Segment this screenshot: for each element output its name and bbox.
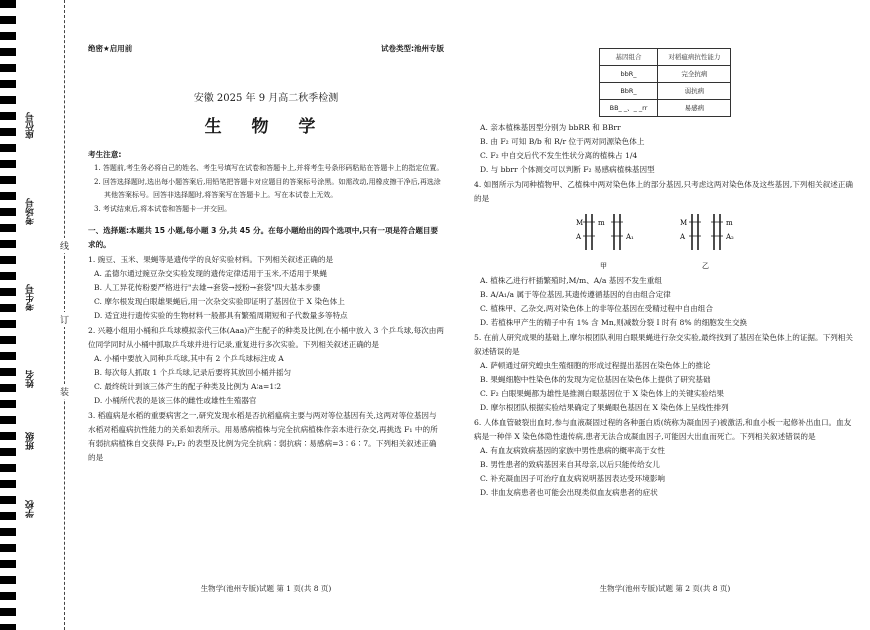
note-item: 2. 回答选择题时,选出每小题答案后,用铅笔把答题卡对应题目的答案标号涂黑。如需改动,用橡皮擦干净后,再选涂其他答案标号。回答非选择题时,将答案写在答题卡上。写在本试卷上无效。 <box>94 178 441 199</box>
gene-label: A₁ <box>626 233 634 241</box>
page-header <box>88 42 444 56</box>
table-header-row <box>599 49 731 66</box>
diagram-label-yi: 乙 <box>702 262 709 270</box>
right-page <box>474 0 856 630</box>
chromosome-diagram <box>474 210 856 274</box>
gene-label: M <box>680 219 688 227</box>
table-row <box>599 66 731 83</box>
table-row <box>599 100 731 117</box>
field-candidate-number: 考生号 <box>26 284 36 311</box>
binding-mark-line: 线 <box>60 238 69 253</box>
table-cell: bbR_ <box>599 66 658 83</box>
section-heading: 一、选择题:本题共 15 小题,每小题 3 分,共 45 分。在每小题给出的四个选项中,只有一项是符合题目要求的。 <box>88 226 439 249</box>
table-cell: 完全抗病 <box>658 66 731 83</box>
question-5-option: B. 果蝇细胞中性染色体的发现为定位基因在染色体上提供了研究基础 <box>480 375 711 384</box>
question-5-option: D. 摩尔根团队根据实验结果确定了果蝇眼色基因在 X 染色体上呈线性排列 <box>480 403 729 412</box>
binding-mark-bind: 装 <box>60 384 69 399</box>
table-cell: 易感病 <box>658 100 731 117</box>
question-3-stem: 3. 稻瘟病是水稻的重要病害之一,研究发现水稻是否抗稻瘟病主要与两对等位基因有关,这两对等位基因与水稻对稻瘟病抗性能力的关系如表所示。用易感病植株与完全抗病植株作亲本进行杂交,再挑选 F₁ 中的所有弱抗病植株自交获得 F₂,F₂ 的表型及比例为完全抗病∶弱抗病∶易感病=3∶6∶7。下列相关叙述正确的是 <box>88 411 438 462</box>
notes-title: 考生注意: <box>88 150 122 159</box>
note-item: 1. 答题前,考生务必将自己的姓名、考生号填写在试卷和答题卡上,并将考生号条形码粘贴在答题卡上的指定位置。 <box>94 164 444 172</box>
page-footer: 生物学(池州专版)试题 第 2 页(共 8 页) <box>599 584 731 593</box>
question-2-stem: 2. 兴趣小组用小桶和乒乓球模拟亲代三体(Aaa)产生配子的种类及比例,在小桶中放入 3 个乒乓球,每次由两位同学同时从小桶中抓取乒乓球并进行记录,重复进行多次实验。下列相关叙述正确的是 <box>88 326 444 349</box>
table-header-cell: 对稻瘟病抗性能力 <box>658 49 731 66</box>
question-6-option: B. 男性患者的致病基因来自其母亲,以后只能传给女儿 <box>480 460 660 469</box>
page-footer: 生物学(池州专版)试题 第 1 页(共 8 页) <box>200 584 332 593</box>
gene-label: M <box>576 219 584 227</box>
field-class: 班级 <box>26 432 36 450</box>
gene-resistance-table <box>599 48 732 117</box>
question-4-stem: 4. 如图所示为同种植物甲、乙植株中两对染色体上的部分基因,只考虑这两对染色体及这些基因,下列相关叙述正确的是 <box>474 180 853 203</box>
question-1-option: D. 适宜进行遗传实验的生物材料一般都具有繁殖周期短和子代数量多等特点 <box>94 311 348 320</box>
question-4-option: B. A/A₁/a 属于等位基因,其遗传遵循基因的自由组合定律 <box>480 290 671 299</box>
question-3-option: A. 亲本植株基因型分别为 bbRR 和 BBrr <box>480 123 621 132</box>
gene-label: A <box>576 233 582 241</box>
paper-type-label: 试卷类型:池州专版 <box>381 44 444 53</box>
question-1-option: B. 人工异花传粉要严格进行"去雄→套袋→授粉→套袋"四大基本步骤 <box>94 283 321 292</box>
binding-gutter <box>0 0 80 630</box>
question-2-option: C. 最终统计到该三体产生的配子种类及比例为 A∶a=1∶2 <box>94 382 282 391</box>
question-6-stem: 6. 人体血管破裂出血时,参与血液凝固过程的各种蛋白质(统称为凝血因子)被激活,和血小板一起修补出血口。血友病是一种伴 X 染色体隐性遗传病,患者无法合成凝血因子,可能因大出血而死亡。下列相关叙述错误的是 <box>474 418 852 441</box>
exam-title: 安徽 2025 年 9 月高二秋季检测 <box>193 93 339 104</box>
confidential-label: 绝密★启用前 <box>88 44 133 53</box>
question-1-option: C. 摩尔根发现白眼雄果蝇后,用一次杂交实验即证明了基因位于 X 染色体上 <box>94 297 345 306</box>
chromosome-pair-yi <box>692 214 720 250</box>
table-cell: BbR_ <box>599 83 658 100</box>
binding-mark-staple: 订 <box>60 312 69 327</box>
question-5-option: A. 萨顿通过研究蝗虫生殖细胞的形成过程提出基因在染色体上的推论 <box>480 361 711 370</box>
question-6-option: A. 有血友病致病基因的家族中男性患病的概率高于女性 <box>480 446 665 455</box>
note-item: 3. 考试结束后,将本试卷和答题卡一并交回。 <box>94 205 232 213</box>
question-4-option: A. 植株乙进行杆插繁殖时,M/m、A/a 基因不发生重组 <box>480 276 662 285</box>
question-5-option: C. F₂ 白眼果蝇都为雄性是推测白眼基因位于 X 染色体上的关键实验结果 <box>480 389 724 398</box>
question-1-option: A. 孟德尔通过豌豆杂交实验发现的遗传定律适用于玉米,不适用于果蝇 <box>94 269 327 278</box>
table-row <box>599 83 731 100</box>
table-cell: BB_ _、_ _rr <box>599 100 658 117</box>
question-6-option: D. 非血友病患者也可能会出现类似血友病患者的症状 <box>480 488 658 497</box>
field-exam-room: 考场号 <box>26 198 36 225</box>
table-cell: 弱抗病 <box>658 83 731 100</box>
checker-border <box>0 0 16 630</box>
diagram-label-jia: 甲 <box>600 262 607 270</box>
question-6-option: C. 补充凝血因子可治疗血友病说明基因表达受环境影响 <box>480 474 666 483</box>
field-seat-number: 座位号 <box>26 112 36 139</box>
question-2-option: A. 小桶中要放入同种乒乓球,其中有 2 个乒乓球标注成 A <box>94 354 284 363</box>
question-3-option: D. 与 bbrr 个体测交可以判断 F₂ 易感病植株基因型 <box>480 165 655 174</box>
question-5-stem: 5. 在前人研究成果的基础上,摩尔根团队利用白眼果蝇进行杂交实验,最终找到了基因在染色体上的证据。下列相关叙述错误的是 <box>474 333 853 356</box>
table-header-cell: 基因组合 <box>599 49 658 66</box>
question-4-option: C. 植株甲、乙杂交,两对染色体上的非等位基因在受精过程中自由组合 <box>480 304 713 313</box>
chromosome-diagram-svg <box>474 210 856 274</box>
question-2-option: D. 小桶所代表的是该三体的雌性或雄性生殖器官 <box>94 396 257 405</box>
question-4-option: D. 若植株甲产生的精子中有 1% 含 Mn,则减数分裂 I 时有 8% 的细胞发生交换 <box>480 318 748 327</box>
field-school: 学校 <box>26 500 36 518</box>
question-3-option: B. 由 F₂ 可知 B/b 和 R/r 位于两对同源染色体上 <box>480 137 645 146</box>
gene-label: A₂ <box>726 233 734 241</box>
question-2-option: B. 每次每人抓取 1 个乒乓球,记录后要将其放回小桶并摇匀 <box>94 368 292 377</box>
left-page <box>88 0 444 630</box>
gene-label: A <box>680 233 686 241</box>
question-3-option: C. F₂ 中自交后代不发生性状分离的植株占 1/4 <box>480 151 638 160</box>
field-name: 姓名 <box>26 370 36 388</box>
question-1-stem: 1. 豌豆、玉米、果蝇等是遗传学的良好实验材料。下列相关叙述正确的是 <box>88 255 334 264</box>
gene-label: m <box>598 219 605 227</box>
gene-label: m <box>726 219 733 227</box>
subject-title: 生 物 学 <box>204 117 328 137</box>
